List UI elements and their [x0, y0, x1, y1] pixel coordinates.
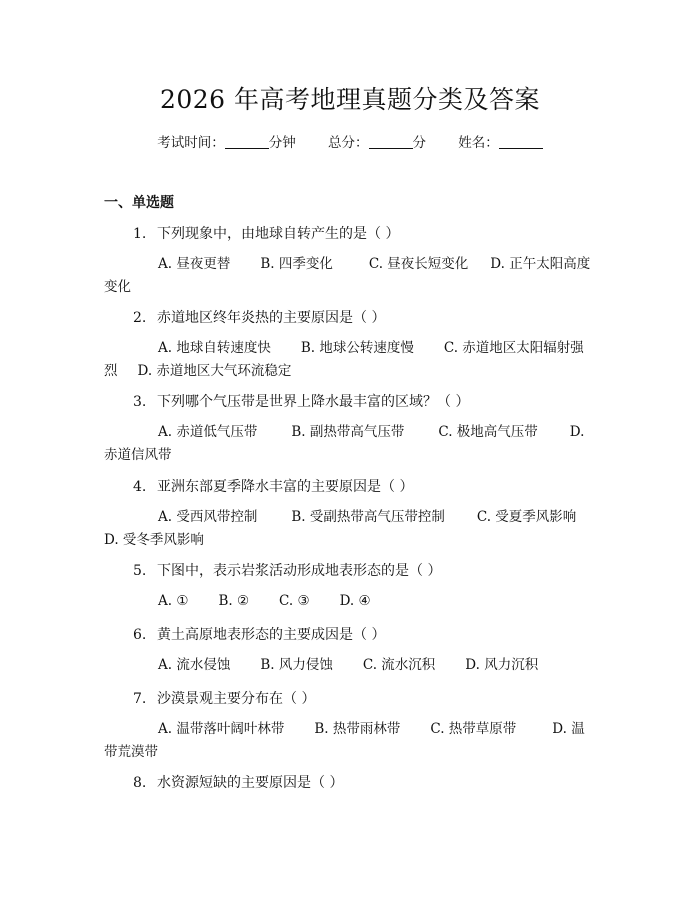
- question-6-options: [104, 654, 592, 677]
- question-number: 5.: [133, 563, 147, 579]
- question-2: [133, 307, 385, 327]
- option-d: D. 正午太阳高度变化: [104, 256, 591, 295]
- time-unit: 分钟: [268, 135, 296, 151]
- question-number: 8.: [133, 775, 147, 791]
- option-c: C. 赤道地区太阳辐射强烈: [104, 340, 584, 379]
- score-blank: [369, 134, 413, 149]
- question-number: 4.: [133, 479, 147, 495]
- option-c: C. 受夏季风影响: [476, 509, 577, 525]
- time-label: 考试时间：: [157, 135, 225, 151]
- option-a: A. 昼夜更替: [158, 256, 231, 272]
- question-3: [133, 391, 469, 411]
- option-b: B. 副热带高气压带: [291, 424, 405, 440]
- question-number: 6.: [133, 627, 147, 643]
- option-a: A. 流水侵蚀: [158, 657, 231, 673]
- question-2-options: [104, 337, 592, 383]
- question-number: 3.: [133, 394, 147, 410]
- question-1: [133, 223, 399, 243]
- question-4: [133, 476, 413, 496]
- option-d: D. ④: [339, 593, 371, 609]
- question-1-options: [104, 253, 592, 299]
- option-b: B. 风力侵蚀: [260, 657, 333, 673]
- option-b: B. 四季变化: [260, 256, 333, 272]
- score-unit: 分: [412, 135, 426, 151]
- question-text: 水资源短缺的主要原因是（ ）: [157, 775, 344, 791]
- question-number: 7.: [133, 691, 147, 707]
- option-a: A. 地球自转速度快: [158, 340, 271, 356]
- option-d: D. 风力沉积: [465, 657, 539, 673]
- question-5: [133, 560, 441, 580]
- exam-meta: [0, 131, 700, 151]
- question-text: 赤道地区终年炎热的主要原因是（ ）: [157, 310, 386, 326]
- option-c: C. 热带草原带: [430, 721, 517, 737]
- question-number: 1.: [133, 226, 147, 242]
- option-b: B. ②: [218, 593, 250, 609]
- score-label: 总分：: [328, 135, 369, 151]
- option-c: C. 流水沉积: [362, 657, 436, 673]
- question-3-options: [104, 421, 592, 467]
- question-7-options: [104, 718, 592, 764]
- question-6: [133, 624, 385, 644]
- question-5-options: [104, 590, 592, 613]
- question-text: 下图中，表示岩浆活动形成地表形态的是（ ）: [157, 563, 442, 579]
- question-number: 2.: [133, 310, 147, 326]
- option-b: B. 地球公转速度慢: [300, 340, 414, 356]
- option-d: D. 温带荒漠带: [104, 721, 585, 760]
- section-heading: 一、单选题: [104, 195, 174, 211]
- option-c: C. 极地高气压带: [438, 424, 538, 440]
- question-text: 亚洲东部夏季降水丰富的主要原因是（ ）: [157, 479, 414, 495]
- page-title: 2026 年高考地理真题分类及答案: [159, 85, 541, 114]
- option-d: D. 赤道地区大气环流稳定: [137, 363, 292, 379]
- question-text: 沙漠景观主要分布在（ ）: [157, 691, 316, 707]
- time-blank: [225, 134, 269, 149]
- question-text: 黄土高原地表形态的主要成因是（ ）: [157, 627, 386, 643]
- option-b: B. 热带雨林带: [314, 721, 401, 737]
- name-blank: [499, 134, 543, 149]
- option-c: C. ③: [279, 593, 310, 609]
- exam-time: [157, 131, 296, 151]
- option-c: C. 昼夜长短变化: [368, 256, 469, 272]
- question-text: 下列现象中，由地球自转产生的是（ ）: [157, 226, 400, 242]
- name-label: 姓名：: [458, 135, 499, 151]
- option-a: A. 温带落叶阔叶林带: [158, 721, 285, 737]
- option-a: A. 赤道低气压带: [158, 424, 258, 440]
- student-name: [458, 131, 543, 151]
- question-7: [133, 688, 315, 708]
- exam-score: [328, 131, 426, 151]
- question-4-options: [104, 506, 592, 552]
- option-d: D. 受冬季风影响: [104, 532, 204, 548]
- question-text: 下列哪个气压带是世界上降水最丰富的区域？（ ）: [157, 394, 470, 410]
- option-b: B. 受副热带高气压带控制: [291, 509, 445, 525]
- option-a: A. ①: [158, 593, 189, 609]
- option-d: D. 赤道信风带: [104, 424, 585, 463]
- question-8: [133, 772, 343, 792]
- option-a: A. 受西风带控制: [158, 509, 258, 525]
